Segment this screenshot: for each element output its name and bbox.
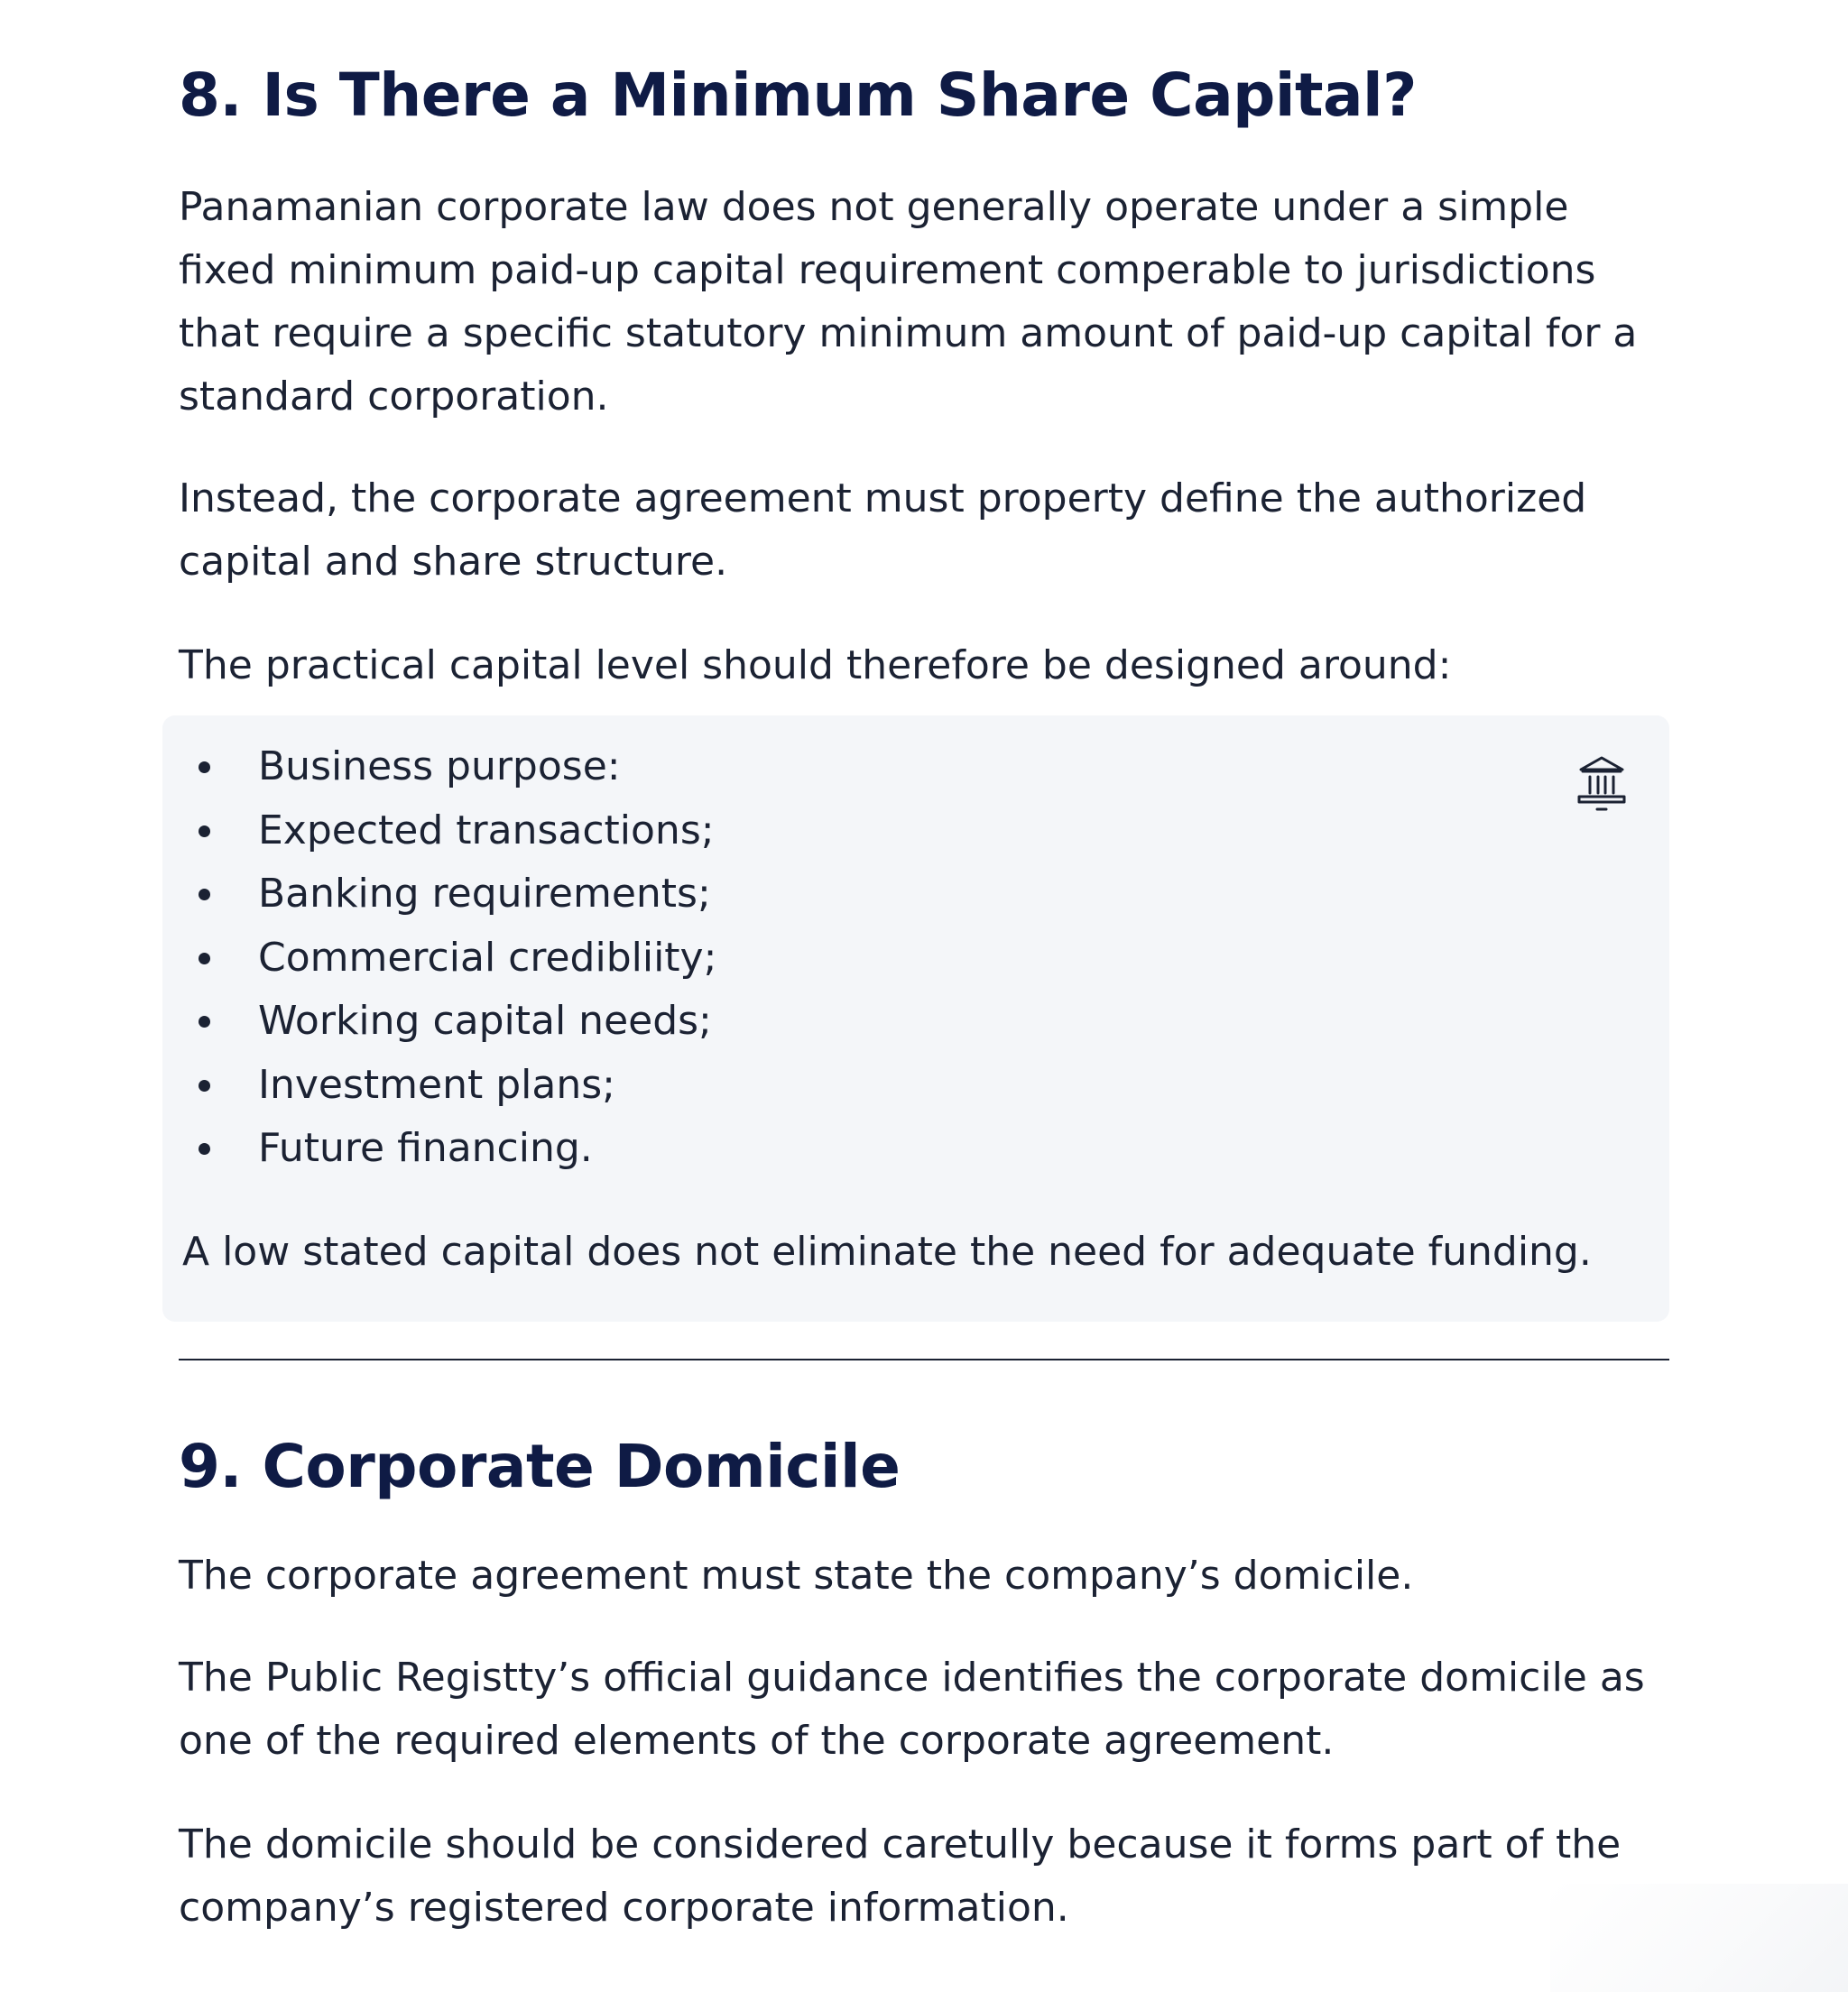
paragraph-capital-level-intro: The practical capital level should therefore be designed around: — [179, 642, 1452, 688]
list-item — [179, 735, 716, 799]
paragraph-registry-guidance: The Public Registty’s official guidance identifies the corporate domicile as one of the required elements of the corporate agreement. — [179, 1655, 1645, 1764]
bank-icon — [1574, 752, 1630, 813]
list-item-label: Working capital needs; — [258, 998, 712, 1044]
bullet-icon — [199, 1080, 210, 1092]
list-item — [179, 927, 716, 991]
list-item — [179, 1054, 716, 1118]
paragraph-authorized-capital: Instead, the corporate agreement must property define the authorized capital and share structure. — [179, 475, 1587, 585]
list-item-label: Expected transactions; — [258, 807, 715, 853]
bullet-icon — [199, 761, 210, 773]
section-divider — [179, 1359, 1669, 1360]
bullet-icon — [199, 953, 210, 964]
bullet-icon — [199, 825, 210, 837]
list-item-label: Banking requirements; — [258, 871, 711, 917]
callout-note: A low stated capital does not eliminate the need for adequate funding. — [182, 1229, 1592, 1275]
bullet-icon — [199, 889, 210, 900]
section-heading-corporate-domicile: 9. Corporate Domicile — [179, 1432, 901, 1501]
paragraph-capital-requirement: Panamanian corporate law does not generally operate under a simple fixed minimum paid-up capital requirement comperable to jurisdictions that require a specific statutory minimum amount of paid-up capital for a standard corporation. — [179, 184, 1638, 420]
corner-watermark — [1550, 1884, 1848, 1992]
list-item-label: Investment plans; — [258, 1061, 615, 1108]
list-item — [179, 862, 716, 927]
list-item-label: Business purpose: — [258, 743, 621, 789]
list-item — [179, 990, 716, 1054]
capital-considerations-list — [179, 735, 716, 1181]
capital-considerations-callout — [162, 715, 1669, 1322]
list-item-label: Commercial credibliity; — [258, 934, 717, 981]
list-item — [179, 799, 716, 863]
bullet-icon — [199, 1016, 210, 1028]
list-item-label: Future financing. — [258, 1125, 593, 1171]
section-heading-minimum-share-capital: 8. Is There a Minimum Share Capital? — [179, 60, 1417, 130]
list-item — [179, 1117, 716, 1181]
paragraph-domicile-consideration: The domicile should be considered caretully because it forms part of the company’s registered corporate information. — [179, 1821, 1622, 1931]
bullet-icon — [199, 1143, 210, 1155]
paragraph-domicile-statement: The corporate agreement must state the company’s domicile. — [179, 1553, 1414, 1599]
